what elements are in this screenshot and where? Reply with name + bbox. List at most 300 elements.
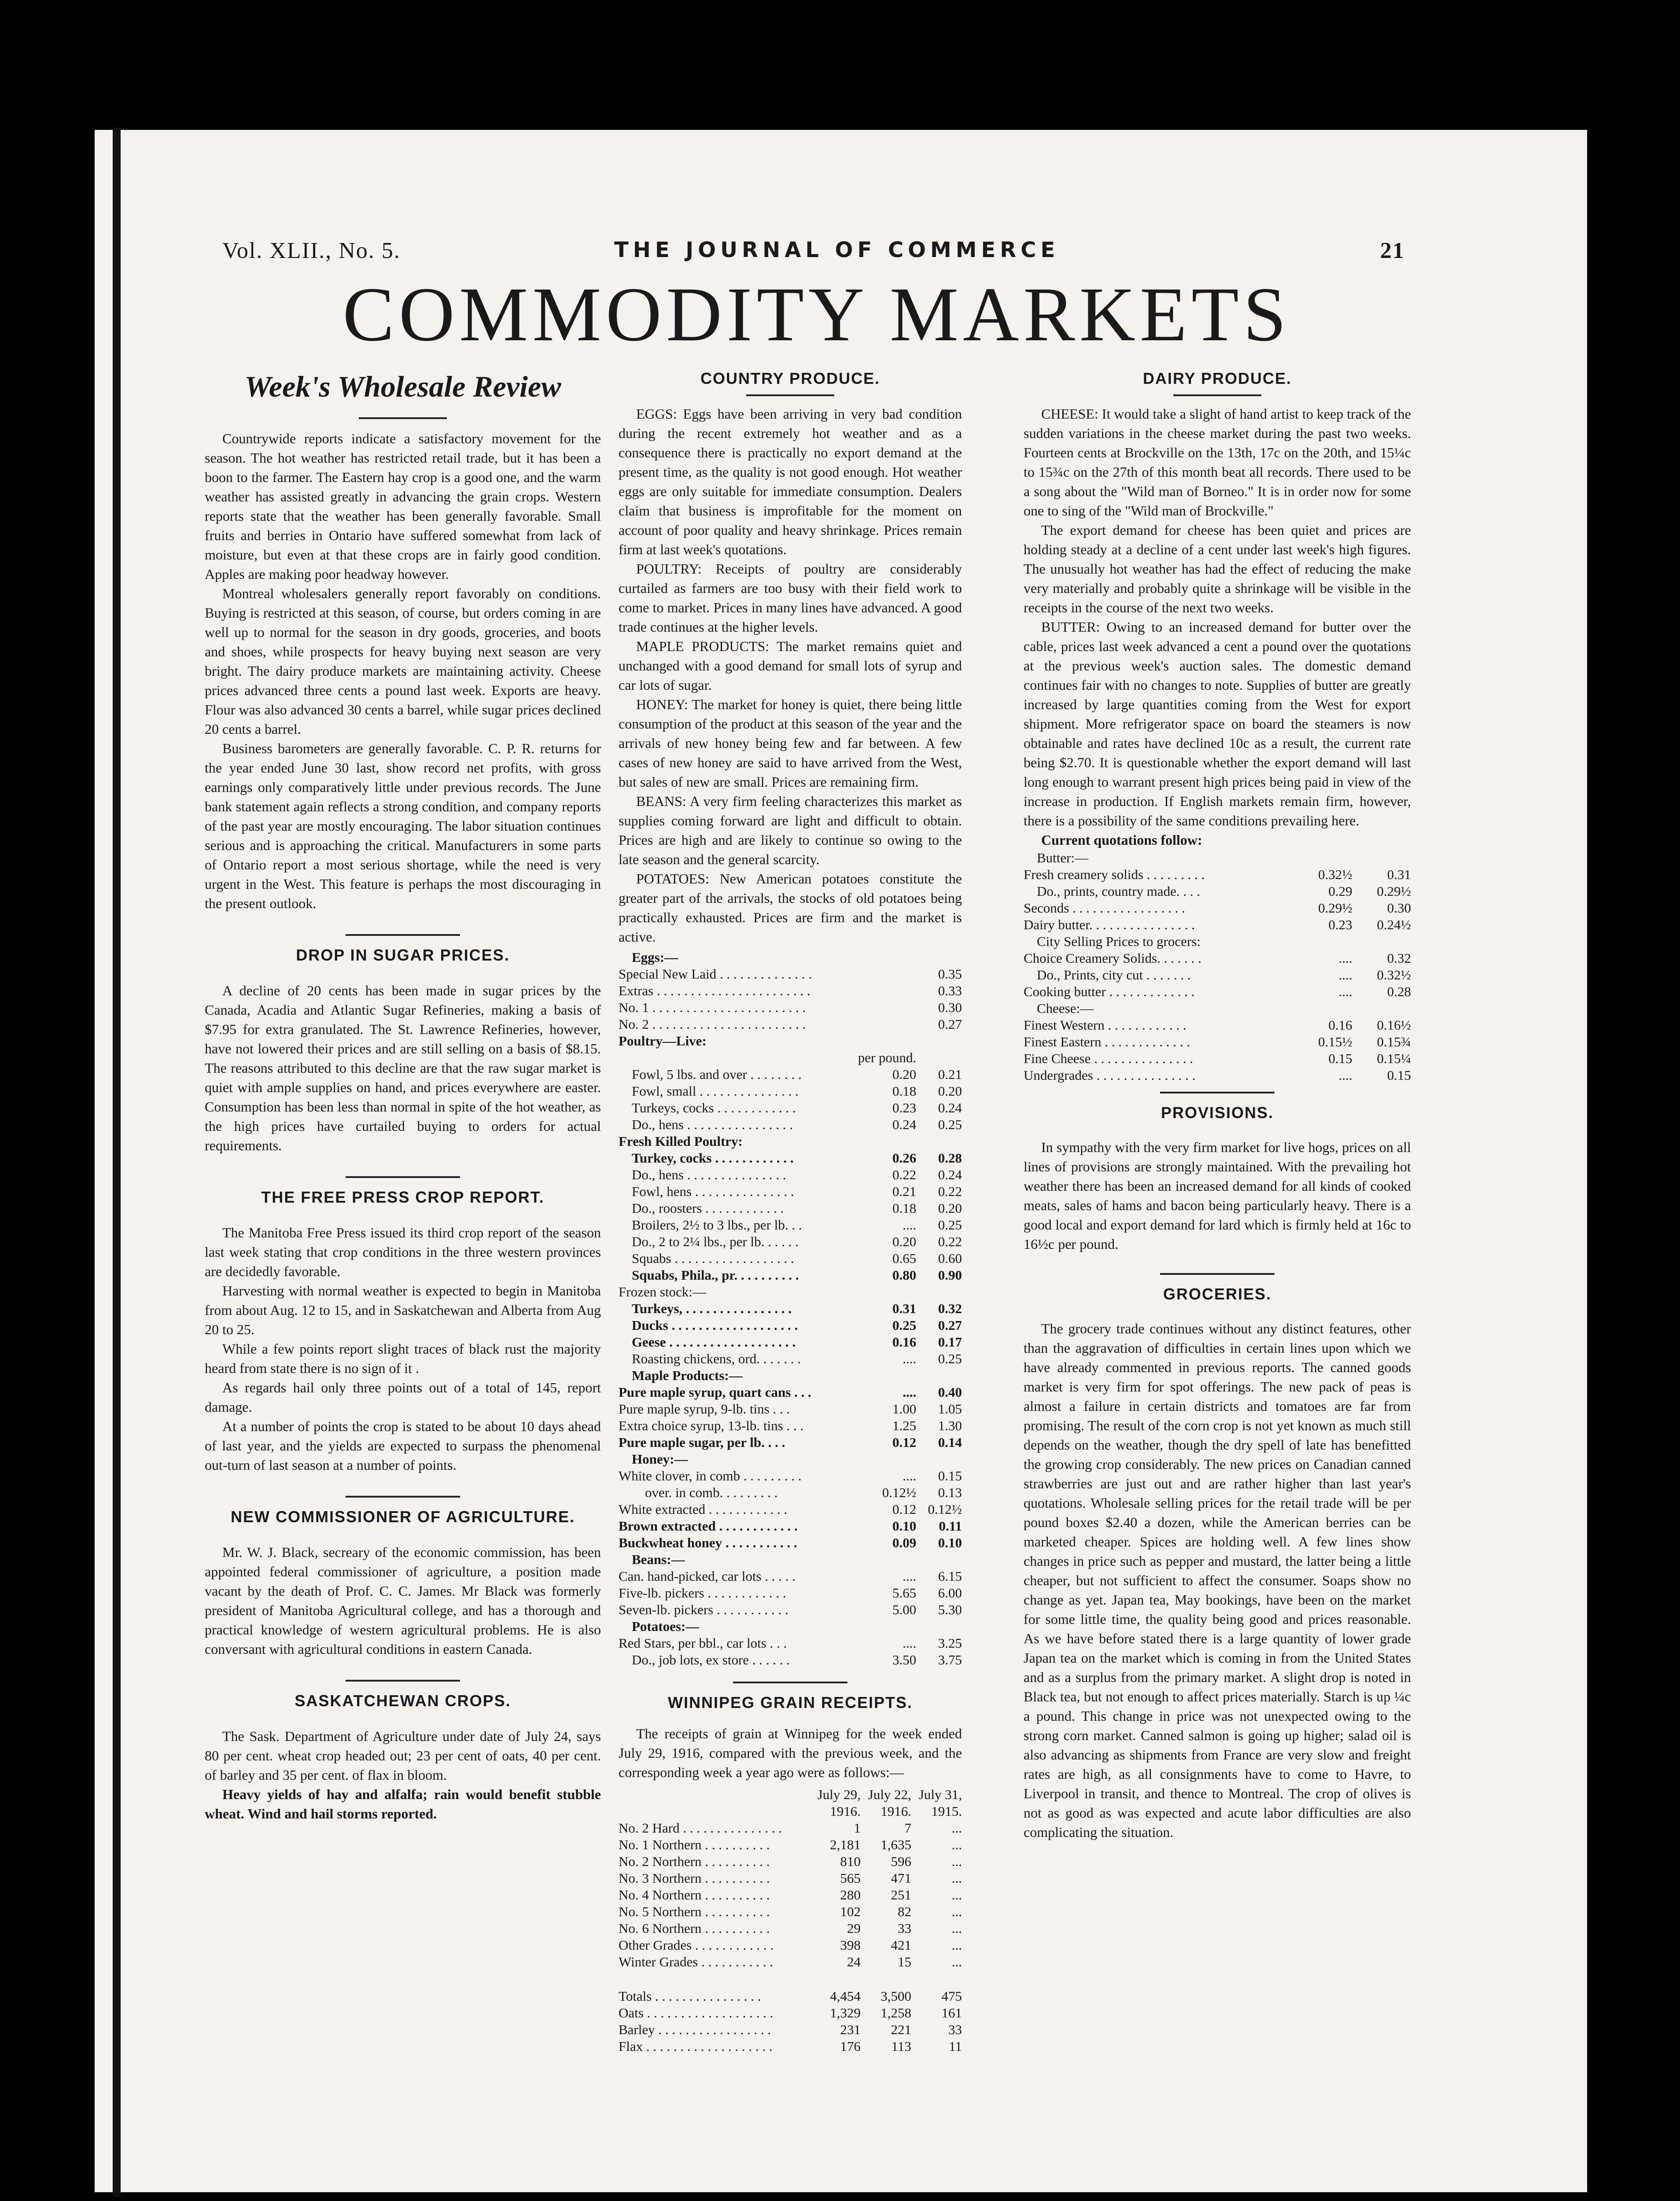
price-high (916, 1033, 962, 1049)
price-high: 0.30 (1387, 900, 1411, 916)
price-low (843, 1033, 917, 1049)
table-row (619, 2021, 962, 2038)
paragraph: The receipts of grain at Winnipeg for the week ended July 29, 1916, compared with the previous week, and the corresponding week a year ago were as follows:— (619, 1726, 962, 1780)
table-header-row (619, 1786, 962, 1803)
price-high: 0.28 (1387, 984, 1411, 999)
price-low: 0.16 (1328, 1017, 1352, 1033)
grain-count: 102 (840, 1904, 861, 1919)
column-right (1024, 365, 1411, 1842)
paragraph: HONEY: The market for honey is quiet, there being little consumption of the product at this season of the year and the arrivals of new honey being few and far between. A few cases of new honey are said to have arrived from the West, but sales of new are small. Prices are remaining firm. (619, 696, 962, 790)
grain-count: 2,181 (830, 1837, 861, 1852)
price-high: 0.20 (938, 1083, 962, 1099)
table-row (619, 1954, 962, 1970)
price-high: 3.75 (938, 1652, 962, 1667)
price-low: .... (903, 1568, 917, 1584)
price-low: .... (903, 1468, 917, 1483)
price-low (1293, 850, 1352, 866)
row-label: Do., prints, country made. . . . (1037, 883, 1201, 899)
row-label: Fowl, 5 lbs. and over . . . . . . . . (632, 1067, 802, 1082)
table-row (619, 1434, 962, 1451)
row-label: Maple Products:— (632, 1368, 743, 1383)
table-row (619, 1484, 962, 1501)
table-row (619, 983, 962, 999)
grain-count: 251 (891, 1887, 911, 1903)
table-row (619, 1049, 962, 1066)
paragraph: Heavy yields of hay and alfalfa; rain would benefit stubble wheat. Wind and hail storms reported. (205, 1786, 601, 1822)
price-low (843, 1284, 917, 1300)
dairy-rows (1024, 850, 1411, 1084)
column-header: July 29, (817, 1787, 861, 1802)
grain-count: 221 (891, 2022, 911, 2037)
table-row (619, 1501, 962, 1518)
table-row (619, 1417, 962, 1434)
price-low: 0.24 (892, 1117, 917, 1132)
grain-grade: No. 3 Northern . . . . . . . . . . (619, 1870, 770, 1886)
row-label: Fowl, hens . . . . . . . . . . . . . . . (632, 1184, 794, 1199)
grain-grade: No. 4 Northern . . . . . . . . . . (619, 1887, 770, 1903)
grain-count: 7 (904, 1820, 911, 1836)
table-row (619, 1066, 962, 1083)
grain-grade: No. 2 Hard . . . . . . . . . . . . . . . (619, 1820, 782, 1836)
price-low: 0.80 (892, 1267, 917, 1283)
paragraph: In sympathy with the very firm market for live hogs, prices on all lines of provisions are strongly maintained. With the prevailing hot weather there has been an increased demand for all kinds of cooked meats, sales of hams and bacon being particularly heavy. There is a good local and export demand for lard which is firmly held at 16c to 16½c per pound. (1024, 1139, 1411, 1252)
grain-count: 29 (847, 1921, 861, 1936)
paragraph: BEANS: A very firm feeling characterizes this market as supplies coming forward are light and difficult to obtain. Prices are high and are likely to continue so owing to the late season and the general scarcity. (619, 793, 962, 867)
paragraph: The grocery trade continues without any distinct features, other than the aggravation of difficulties in certain lines upon which we have already commented in previous reports. The canned goods market is very firm for spot offerings. The new pack of peas is almost a failure in certain districts and tomatoes are far from promising. The result of the corn crop is not yet known as much still depends on the weather, though the dry spell of late has benefitted the growing crop considerably. The new prices on Canadian canned strawberries are just out and are rather higher than last year's quotations. Wholesale selling prices for the retail trade will be per pound boxes $2.40 a dozen, while the American berries can be marketed cheaper. Spices are holding well. A few lines show changes in price such as pepper and mustard, the latter being a little cheaper, but not sufficient to affect the consumer. Soaps show no change as yet. Japan tea, May bookings, have been on the market for some little time, the quality being good and prices reasonable. As we have before stated there is a large quantity of lower grade Japan tea on the market which is coming in from the United States and as a surplus from the primary market. A slight drop is noted in Black tea, but not enough to affect prices materially. Starch is up ¼c a pound. This change in price was not unexpected owing to the strong corn market. Canned salmon is going up higher; salad oil is also advancing as shipments from France are very slow and freight rates are high, as all consignments have to come to Havre, to Liverpool in transit, and thence to Montreal. The crop of olives is not as good as was expected and acute labor difficulties are also complicating the situation. (1024, 1321, 1411, 1840)
paragraph: Countrywide reports indicate a satisfactory movement for the season. The hot weather has restricted retail trade, but it has been a boon to the farmer. The Eastern hay crop is a good one, and the warm weather has assisted greatly in advancing the grain crops. Western reports state that the weather has been generally favorable. Small fruits and berries in Ontario have suffered somewhat from lack of moisture, but even at that these crops are in fairly good condition. Apples are making poor headway however. (205, 431, 601, 582)
price-high: 0.11 (939, 1518, 962, 1534)
grain-count: 15 (897, 1954, 911, 1969)
paragraph: At a number of points the crop is stated to be about 10 days ahead of last year, and the yields are expected to surpass the phenomenal out-turn of last season at a number of points. (205, 1418, 601, 1473)
price-low: 0.12½ (882, 1485, 917, 1500)
table-row (1024, 883, 1411, 900)
price-low: 5.65 (892, 1585, 917, 1601)
price-low: 0.20 (892, 1234, 917, 1249)
table-row (619, 1451, 962, 1468)
price-high: 0.22 (938, 1184, 962, 1199)
price-low (1293, 1000, 1352, 1017)
commissioner-heading: NEW COMMISSIONER OF AGRICULTURE. (231, 1508, 575, 1526)
table-row (1024, 1067, 1411, 1084)
price-high: 0.28 (938, 1150, 962, 1166)
divider (746, 394, 834, 396)
price-low (843, 949, 917, 966)
price-high: 6.00 (938, 1585, 962, 1601)
column-header: July 22, (868, 1787, 911, 1802)
table-row (619, 1250, 962, 1267)
table-row (619, 1033, 962, 1049)
row-label: Potatoes:— (632, 1619, 700, 1634)
price-high: 0.29½ (1377, 883, 1411, 899)
price-high (916, 1451, 962, 1468)
row-label: Brown extracted . . . . . . . . . . . . (619, 1518, 798, 1534)
paragraph: BUTTER: Owing to an increased demand for butter over the cable, prices last week advanced a cent a pound over the quotations at the previous week's auction sales. The domestic demand continues fair with no changes to note. Supplies of butter are greatly increased by large quantities coming from the West for export shipment. More refrigerator space on board the steamers is now obtainable and rates have declined 10c as a result, the current rate being $2.70. It is questionable whether the export demand will last long enough to warrant present high prices being paid in view of the increase in production. If English markets remain firm, however, there is a possibility of the same conditions prevailing here. (1024, 619, 1411, 828)
quotations-heading: Current quotations follow: (1041, 832, 1202, 848)
grain-count: 33 (948, 2022, 962, 2037)
table-row (619, 1217, 962, 1233)
section-masthead: COMMODITY MARKETS (343, 272, 1291, 357)
price-low: 0.09 (892, 1535, 917, 1550)
price-low: 0.22 (892, 1167, 917, 1182)
row-label: Seven-lb. pickers . . . . . . . . . . . (619, 1602, 788, 1617)
table-row (1024, 983, 1411, 1000)
row-label: Seconds . . . . . . . . . . . . . . . . . (1024, 900, 1185, 916)
price-low: 0.18 (892, 1200, 917, 1216)
grain-count: 1 (854, 1820, 861, 1836)
row-label: Choice Creamery Solids. . . . . . . (1024, 950, 1201, 966)
price-high: 1.30 (938, 1418, 962, 1433)
price-low: 0.26 (892, 1150, 917, 1166)
column-header: 1916. (881, 1803, 911, 1819)
grain-count: 231 (840, 2022, 861, 2037)
row-label: Squabs . . . . . . . . . . . . . . . . . . (632, 1251, 794, 1266)
price-low: 0.16 (892, 1334, 917, 1350)
grain-count: 4,454 (830, 1988, 861, 2004)
price-low: .... (1338, 950, 1352, 966)
price-low: 0.32½ (1318, 867, 1352, 882)
table-row (619, 1016, 962, 1033)
price-high: 0.20 (938, 1200, 962, 1216)
grain-count: ... (951, 1887, 962, 1903)
table-row (619, 1853, 962, 1870)
row-label: Fresh Killed Poultry: (619, 1134, 743, 1149)
table-row (619, 1100, 962, 1116)
row-label: White extracted . . . . . . . . . . . . (619, 1502, 788, 1517)
table-header-row (619, 1803, 962, 1820)
price-high: 0.14 (938, 1435, 962, 1450)
divider (359, 417, 447, 419)
price-low: 0.20 (892, 1067, 917, 1082)
grain-count: 3,500 (881, 1988, 911, 2004)
page-number: 21 (1380, 238, 1405, 263)
country-produce-heading: COUNTRY PRODUCE. (700, 369, 881, 387)
paragraph: MAPLE PRODUCTS: The market remains quiet and unchanged with a good demand for small lots of syrup and car lots of sugar. (619, 638, 962, 693)
table-row (1024, 933, 1411, 950)
grain-count: 471 (891, 1870, 911, 1886)
spacer-row (619, 1970, 962, 1988)
price-low: 1.00 (892, 1401, 917, 1417)
price-low: 0.65 (892, 1251, 917, 1266)
table-row (619, 1887, 962, 1903)
price-low (843, 1451, 917, 1468)
price-high (1352, 933, 1411, 950)
paragraph: POULTRY: Receipts of poultry are considerably curtailed as farmers are too busy with their field work to come to market. Prices in many lines have advanced. A good trade continues at the higher levels. (619, 561, 962, 635)
price-high: 0.21 (938, 1067, 962, 1082)
price-high: 0.25 (938, 1351, 962, 1366)
row-label: No. 1 . . . . . . . . . . . . . . . . . . . . . . . (619, 1000, 806, 1015)
divider (346, 1496, 460, 1498)
table-row (619, 966, 962, 983)
table-row (619, 2005, 962, 2021)
grain-count: ... (951, 1937, 962, 1953)
paragraph: A decline of 20 cents has been made in sugar prices by the Canada, Acadia and Atlantic Sugar Refineries, making a basis of $7.95 for extra granulated. The St. Lawrence Refineries, however, have not lowered their prices and are still selling on a basis of $8.15. The reasons attributed to this decline are that the raw sugar market is quiet with ample supplies on hand, and prices everywhere are easter. Consumption has been less than normal in spite of the hot weather, as the high prices have curtailed buying to orders for actual requirements. (205, 983, 601, 1153)
table-row (619, 1518, 962, 1535)
table-row (619, 1334, 962, 1351)
divider (346, 934, 460, 936)
grain-grade: Winter Grades . . . . . . . . . . . (619, 1954, 773, 1969)
price-high (916, 1618, 962, 1635)
price-high: 0.12½ (928, 1502, 962, 1517)
price-low: 0.25 (892, 1318, 917, 1333)
price-low: .... (1338, 984, 1352, 999)
price-low: 0.21 (892, 1184, 917, 1199)
row-label: Do., hens . . . . . . . . . . . . . . . . (632, 1117, 793, 1132)
paragraph: Montreal wholesalers generally report favorably on conditions. Buying is restricted at this season, of course, but orders coming in are well up to normal for the season in dry goods, groceries, and boots and shoes, while prospects for heavy buying next season are very bright. The dairy produce markets are maintaining activity. Cheese prices advanced three cents a pound last week. Exports are heavy. Flour was also advanced 30 cents a barrel, while sugar prices declined 20 cents a barrel. (205, 585, 601, 737)
row-label: Frozen stock:— (619, 1284, 706, 1299)
price-high: 0.25 (938, 1217, 962, 1233)
price-high: 0.24½ (1377, 917, 1411, 932)
table-row (1024, 1034, 1411, 1050)
saskatchewan-heading: SASKATCHEWAN CROPS. (295, 1692, 511, 1710)
table-row (619, 1133, 962, 1150)
grain-count: 24 (847, 1954, 861, 1969)
price-high: 0.31 (1387, 867, 1411, 882)
price-high (916, 1284, 962, 1300)
grain-grade: No. 1 Northern . . . . . . . . . . (619, 1837, 770, 1852)
grain-count: 33 (897, 1921, 911, 1936)
row-label: Turkeys, cocks . . . . . . . . . . . . (632, 1100, 796, 1115)
column-middle (619, 365, 962, 2055)
grain-grade: Oats . . . . . . . . . . . . . . . . . . . (619, 2005, 774, 2021)
price-high (916, 949, 962, 966)
table-row (619, 1150, 962, 1167)
grain-count: ... (951, 1854, 962, 1869)
paragraph: EGGS: Eggs have been arriving in very bad condition during the recent extremely hot weather and as a consequence there is practically no export demand at the present time, as the quality is not good enough. Hot weather eggs are only suitable for immediate consumption. Dealers claim that business is improfitable for the moment on account of poor quality and heavy shrinkage. Prices remain firm at last week's quotations. (619, 406, 962, 557)
row-label: Finest Eastern . . . . . . . . . . . . . (1024, 1034, 1190, 1049)
table-row (619, 1535, 962, 1551)
grain-count: 1,329 (830, 2005, 861, 2021)
grain-count: 565 (840, 1870, 861, 1886)
row-label: Fowl, small . . . . . . . . . . . . . . . (632, 1083, 799, 1099)
table-row (619, 1903, 962, 1920)
row-label: Finest Western . . . . . . . . . . . . (1024, 1017, 1186, 1033)
table-row (619, 1083, 962, 1100)
table-row (1024, 967, 1411, 983)
grain-count: 475 (941, 1988, 962, 2004)
price-low (1293, 933, 1352, 950)
crop-report-heading: THE FREE PRESS CROP REPORT. (261, 1188, 545, 1206)
table-row (619, 999, 962, 1016)
table-row (619, 1988, 962, 2005)
column-header: 1915. (931, 1803, 962, 1819)
table-row (619, 1200, 962, 1217)
row-label: Turkeys, . . . . . . . . . . . . . . . . (632, 1301, 792, 1316)
price-high (916, 1551, 962, 1568)
row-label: Eggs:— (632, 950, 678, 965)
row-label: Pure maple syrup, quart cans . . . (619, 1384, 811, 1400)
price-low: 0.12 (892, 1502, 917, 1517)
grain-count: 1,635 (881, 1837, 911, 1852)
price-low (843, 1133, 917, 1150)
price-high (916, 1367, 962, 1384)
price-high: 0.30 (938, 1000, 962, 1015)
price-low: 0.10 (892, 1518, 917, 1534)
price-low: .... (903, 1384, 917, 1400)
price-low (843, 1618, 917, 1635)
grain-count: ... (951, 1837, 962, 1852)
price-low: 0.15 (1328, 1051, 1352, 1066)
divider (733, 1682, 847, 1683)
price-low: 0.31 (892, 1301, 917, 1316)
price-low (843, 999, 917, 1016)
row-label: Beans:— (632, 1552, 685, 1567)
price-high (916, 1049, 962, 1066)
row-label: Honey:— (632, 1451, 688, 1467)
price-high: 0.10 (938, 1535, 962, 1550)
price-high: 0.32½ (1377, 967, 1411, 983)
groceries-heading: GROCERIES. (1163, 1285, 1272, 1303)
price-low: .... (903, 1217, 917, 1233)
price-high: 0.15 (1387, 1067, 1411, 1083)
grain-grade: No. 6 Northern . . . . . . . . . . (619, 1921, 770, 1936)
price-low: 0.15½ (1318, 1034, 1352, 1049)
row-label: Pure maple syrup, 9-lb. tins . . . (619, 1401, 790, 1417)
paragraph: As regards hail only three points out of a total of 145, report damage. (205, 1380, 601, 1415)
dairy-table (1024, 850, 1411, 1084)
price-low: 0.18 (892, 1083, 917, 1099)
paragraph: The Manitoba Free Press issued its third crop report of the season last week stating that crop conditions in the three western provinces are decidedly favorable. (205, 1225, 601, 1279)
price-low: 0.29 (1328, 883, 1352, 899)
row-label: Geese . . . . . . . . . . . . . . . . . . . (632, 1334, 796, 1350)
price-high: 5.30 (938, 1602, 962, 1617)
price-low (843, 983, 917, 999)
table-row (1024, 900, 1411, 916)
grain-count: ... (951, 1870, 962, 1886)
paragraph: Mr. W. J. Black, secreary of the economic commission, has been appointed federal commissioner of agriculture, a position made vacant by the death of Prof. C. C. James. Mr Black was formerly president of Manitoba Agricultural college, and has a thorough and practical knowledge of western agricultural problems. He is also conversant with agricultural conditions in eastern Canada. (205, 1544, 601, 1657)
grain-count: 421 (891, 1937, 911, 1953)
grain-count: ... (951, 1904, 962, 1919)
table-row (619, 1870, 962, 1887)
grain-grade: Totals . . . . . . . . . . . . . . . . (619, 1988, 761, 2004)
winnipeg-totals (619, 1988, 962, 2055)
price-low: 0.23 (892, 1100, 917, 1115)
price-high: 0.32 (938, 1301, 962, 1316)
table-row (619, 1837, 962, 1853)
table-row (1024, 1017, 1411, 1034)
row-label: Do., job lots, ex store . . . . . . (632, 1652, 790, 1667)
table-row (619, 1233, 962, 1250)
grain-count: 11 (949, 2039, 962, 2054)
grain-grade: Other Grades . . . . . . . . . . . . (619, 1937, 774, 1953)
grain-count: 113 (891, 2039, 911, 2054)
price-high: 0.17 (938, 1334, 962, 1350)
row-label: Fresh creamery solids . . . . . . . . . (1024, 867, 1205, 882)
price-low: 3.50 (892, 1652, 917, 1667)
paragraph: While a few points report slight traces of black rust the majority heard from state there is no sign of it . (205, 1341, 601, 1376)
row-label: Broilers, 2½ to 3 lbs., per lb. . . (632, 1217, 802, 1233)
row-label: Extra choice syrup, 13-lb. tins . . . (619, 1418, 804, 1433)
paragraph: The export demand for cheese has been quiet and prices are holding steady at a decline of a cent under last week's high figures. The unusually hot weather has had the effect of reducing the make very materially and probably quite a shrinkage will be visible in the receipts in the course of the next two weeks. (1024, 522, 1411, 615)
table-row (619, 1920, 962, 1937)
price-high: 0.40 (938, 1384, 962, 1400)
table-row (619, 1300, 962, 1317)
table-row (619, 1167, 962, 1183)
price-low: 0.29½ (1318, 900, 1352, 916)
table-row (619, 1317, 962, 1334)
table-row (619, 1351, 962, 1367)
row-label: Cooking butter . . . . . . . . . . . . . (1024, 984, 1195, 999)
winnipeg-heading: WINNIPEG GRAIN RECEIPTS. (667, 1693, 913, 1711)
price-low: 0.12 (892, 1435, 917, 1450)
price-low: per pound. (858, 1050, 917, 1065)
price-high: 0.24 (938, 1167, 962, 1182)
grain-count: 161 (941, 2005, 962, 2021)
review-body (205, 429, 601, 913)
row-label: Dairy butter. . . . . . . . . . . . . . . . (1024, 917, 1195, 932)
divider (1160, 1273, 1275, 1275)
table-row (619, 1284, 962, 1300)
price-low: 1.25 (892, 1418, 917, 1433)
row-label: Poultry—Live: (619, 1033, 707, 1049)
price-high: 0.25 (938, 1117, 962, 1132)
divider (1160, 1092, 1275, 1093)
row-label: Butter:— (1037, 850, 1089, 865)
grain-count: ... (951, 1954, 962, 1969)
table-row (619, 1116, 962, 1133)
row-label: Buckwheat honey . . . . . . . . . . . (619, 1535, 797, 1550)
paragraph: Business barometers are generally favorable. C. P. R. returns for the year ended June 30 last, show record net profits, with gross earnings only comparatively little under previous records. The June bank statement again reflects a strong condition, and company reports of the past year are mostly encouraging. The labor situation continues serious and is approaching the critical. Manufacturers in some parts of Ontario report a most serious shortage, while the need is very urgent in the West. This feature is perhaps the most discouraging in the present outlook. (205, 740, 601, 911)
grain-count: 82 (897, 1904, 911, 1919)
price-low: 5.00 (892, 1602, 917, 1617)
table-row (619, 2038, 962, 2055)
row-label: Squabs, Phila., pr. . . . . . . . . . (632, 1267, 799, 1283)
price-high: 0.33 (938, 983, 962, 998)
price-high: 0.35 (938, 966, 962, 982)
price-low: .... (903, 1635, 917, 1651)
price-high: 3.25 (938, 1635, 962, 1651)
row-label: Special New Laid . . . . . . . . . . . . . . (619, 966, 812, 982)
table-row (1024, 1050, 1411, 1067)
row-label: Five-lb. pickers . . . . . . . . . . . . (619, 1585, 786, 1601)
grain-count: 810 (840, 1854, 861, 1869)
price-high: 0.60 (938, 1251, 962, 1266)
table-row (619, 1820, 962, 1837)
row-label: Cheese:— (1037, 1001, 1094, 1016)
table-row (619, 1551, 962, 1568)
row-label: Can. hand-picked, car lots . . . . . (619, 1568, 796, 1584)
price-low (843, 966, 917, 983)
price-high: 1.05 (938, 1401, 962, 1417)
row-label (619, 1049, 843, 1066)
table-row (619, 1601, 962, 1618)
row-label: Extras . . . . . . . . . . . . . . . . . . . . . . . (619, 983, 811, 998)
volume-number: Vol. XLII., No. 5. (222, 238, 401, 263)
column-header: July 31, (918, 1787, 962, 1802)
country-produce-rows (619, 949, 962, 1668)
price-high: 0.24 (938, 1100, 962, 1115)
table-row (619, 1183, 962, 1200)
row-label: Fine Cheese . . . . . . . . . . . . . . . (1024, 1051, 1193, 1066)
table-row (619, 1635, 962, 1652)
price-high: 0.32 (1387, 950, 1411, 966)
row-label: Undergrades . . . . . . . . . . . . . . . (1024, 1067, 1196, 1083)
row-label: White clover, in comb . . . . . . . . . (619, 1468, 802, 1483)
table-row (619, 949, 962, 966)
binding-gutter (113, 128, 121, 2197)
grain-count: 280 (840, 1887, 861, 1903)
price-low (843, 1551, 917, 1568)
table-row (1024, 950, 1411, 967)
price-high: 0.15¾ (1377, 1034, 1411, 1049)
grain-count: 398 (840, 1937, 861, 1953)
paragraph: POTATOES: New American potatoes constitute the greater part of the arrivals, the stocks of old potatoes being practically exhausted. Prices are firm and the market is active. (619, 871, 962, 945)
price-high: 0.90 (938, 1267, 962, 1283)
sugar-heading: DROP IN SUGAR PRICES. (296, 946, 510, 964)
price-low: 0.23 (1328, 917, 1352, 932)
table-row (619, 1568, 962, 1585)
table-row (619, 1652, 962, 1668)
column-left (205, 365, 601, 1823)
